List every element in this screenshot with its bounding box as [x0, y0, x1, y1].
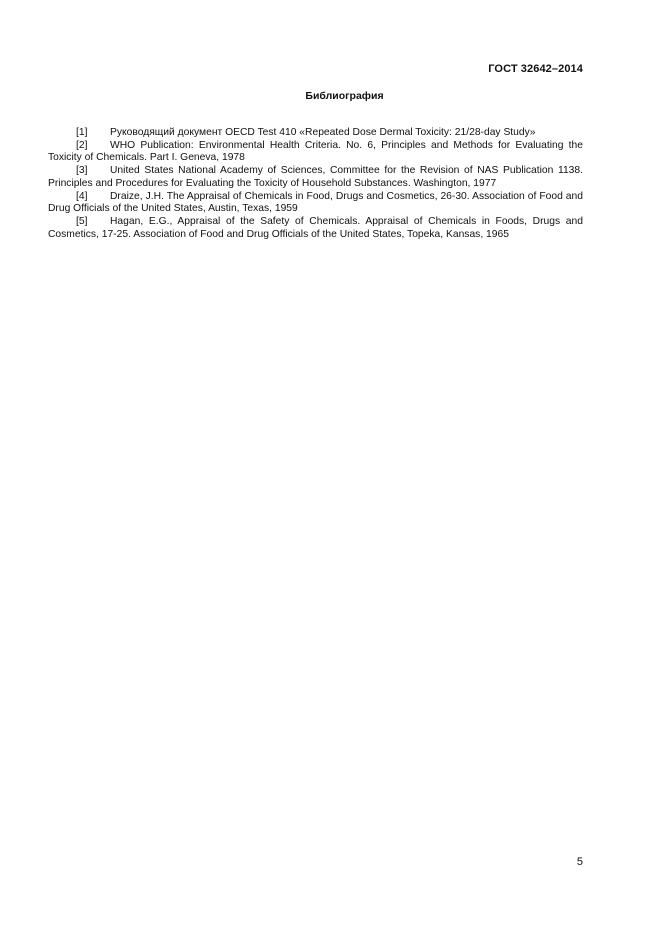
entry-number: [2]	[76, 139, 88, 151]
document-code: ГОСТ 32642–2014	[488, 63, 583, 75]
bibliography-entry	[48, 191, 583, 216]
entry-number: [3]	[76, 165, 88, 177]
entry-text: WHO Publication: Environmental Health Criteria. No. 6, Principles and Methods for Evaluating the Toxicity of Chemicals. Part I. Geneva, 1978	[48, 139, 583, 164]
entry-number: [5]	[76, 215, 88, 227]
entry-text: Draize, J.H. The Appraisal of Chemicals in Food, Drugs and Cosmetics, 26-30. Association of Food and Drug Officials of the United States, Austin, Texas, 1959	[48, 190, 583, 215]
entry-text: Hagan, E.G., Appraisal of the Safety of Chemicals. Appraisal of Chemicals in Foods, Drugs and Cosmetics, 17-25. Association of Food and Drug Officials of the United States, Topeka, Kansas, 1965	[48, 215, 583, 240]
bibliography-entry	[48, 165, 583, 190]
bibliography-entry	[48, 216, 583, 241]
bibliography-entry	[48, 127, 583, 140]
entry-number: [1]	[76, 127, 88, 138]
page-number: 5	[576, 856, 583, 868]
bibliography-list	[48, 127, 583, 241]
section-title: Библиография	[305, 90, 384, 102]
entry-text: Руководящий документ OECD Test 410 «Repeated Dose Dermal Toxicity: 21/28-day Study»	[110, 127, 536, 138]
bibliography-entry	[48, 140, 583, 165]
entry-text: United States National Academy of Sciences, Committee for the Revision of NAS Publication 1138. Principles and Procedures for Evaluating the Toxicity of Household Substances. Washington, 1977	[48, 165, 583, 189]
entry-number: [4]	[76, 190, 88, 202]
